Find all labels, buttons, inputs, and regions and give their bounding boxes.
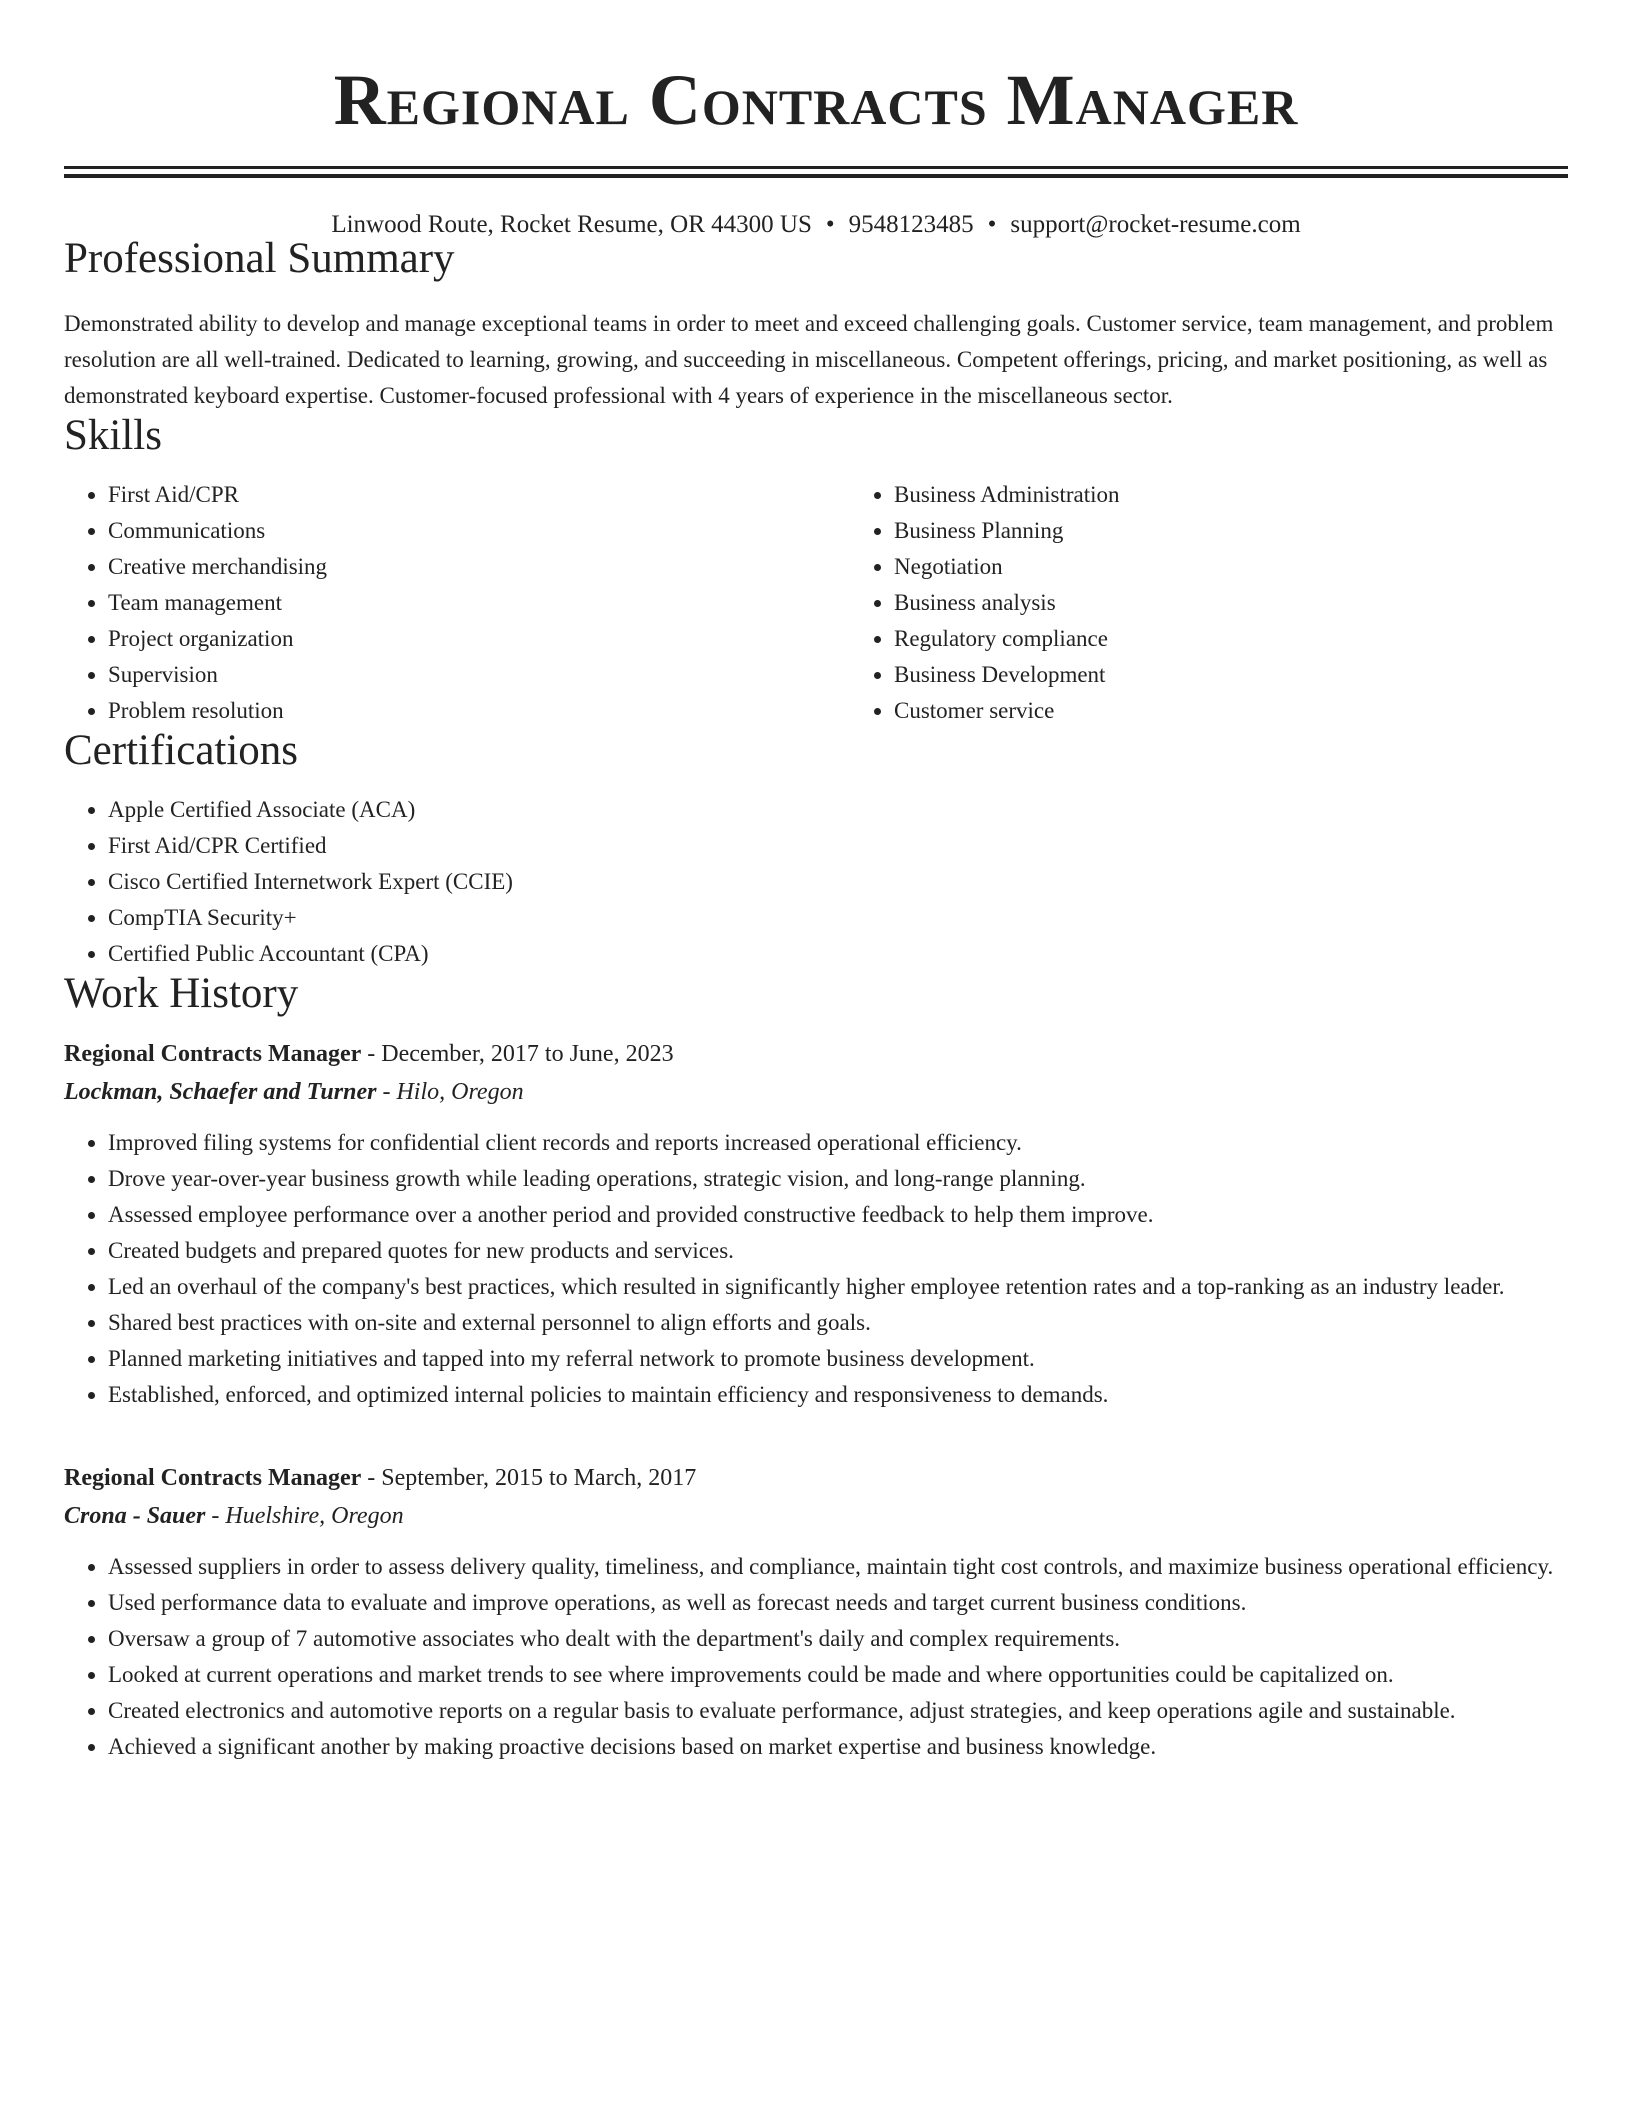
- skill-item: • Business Development: [894, 657, 1632, 693]
- certification-item: • Certified Public Accountant (CPA): [108, 936, 1568, 972]
- contact-separator: •: [987, 211, 997, 238]
- job-title-line: [64, 1035, 1568, 1073]
- skill-item: • Team management: [108, 585, 850, 621]
- skills-list-left: [64, 477, 850, 729]
- job-bullet: • Oversaw a group of 7 automotive associates who dealt with the department's daily and complex requirements.: [108, 1621, 1568, 1657]
- skill-item: • Business Administration: [894, 477, 1632, 513]
- job-bullets: [64, 1549, 1568, 1765]
- job-bullet: • Created electronics and automotive reports on a regular basis to evaluate performance, adjust strategies, and keep operations agile and sustainable.: [108, 1693, 1568, 1729]
- skill-item: • Supervision: [108, 657, 850, 693]
- contact-line: [64, 212, 1568, 237]
- contact-phone: 9548123485: [848, 211, 974, 238]
- certification-item: • CompTIA Security+: [108, 900, 1568, 936]
- job-bullet: • Shared best practices with on-site and external personnel to align efforts and goals.: [108, 1305, 1568, 1341]
- job-company: Crona - Sauer: [64, 1503, 206, 1529]
- skill-item: • Business analysis: [894, 585, 1632, 621]
- skill-item: • Communications: [108, 513, 850, 549]
- job-bullet: • Created budgets and prepared quotes for new products and services.: [108, 1233, 1568, 1269]
- job-dates: - September, 2015 to March, 2017: [361, 1465, 697, 1491]
- title-divider: [64, 166, 1568, 178]
- work-history-heading: Work History: [64, 970, 299, 1017]
- job-location: - Hilo, Oregon: [376, 1079, 524, 1105]
- job-bullets: [64, 1125, 1568, 1413]
- skills-list-right: [850, 477, 1632, 729]
- skill-item: • Problem resolution: [108, 693, 850, 729]
- job-company-line: [64, 1073, 1568, 1111]
- job-bullet: • Planned marketing initiatives and tapped into my referral network to promote business development.: [108, 1341, 1568, 1377]
- job-title: Regional Contracts Manager: [64, 1465, 362, 1491]
- job-bullet: • Assessed suppliers in order to assess delivery quality, timeliness, and compliance, maintain tight cost controls, and maximize business operational efficiency.: [108, 1549, 1568, 1585]
- skill-item: • Business Planning: [894, 513, 1632, 549]
- job-bullet: • Achieved a significant another by making proactive decisions based on market expertise and business knowledge.: [108, 1729, 1568, 1765]
- job-location: - Huelshire, Oregon: [205, 1503, 404, 1529]
- resume-title: Regional Contracts Manager: [333, 60, 1299, 140]
- certifications-list: [64, 792, 1568, 972]
- job-dates: - December, 2017 to June, 2023: [361, 1041, 674, 1067]
- skill-item: • Negotiation: [894, 549, 1632, 585]
- certification-item: • Cisco Certified Internetwork Expert (CCIE): [108, 864, 1568, 900]
- summary-text: Demonstrated ability to develop and manage exceptional teams in order to meet and exceed challenging goals. Customer service, team management, and problem resolution are all well-trained. Dedicated to learning, growing, and succeeding in miscellaneous. Competent offerings, pricing, and market positioning, as well as demonstrated keyboard expertise. Customer-focused professional with 4 years of experience in the miscellaneous sector.: [64, 311, 1554, 408]
- contact-email[interactable]: support@rocket-resume.com: [1010, 211, 1301, 238]
- job-bullet: • Used performance data to evaluate and improve operations, as well as forecast needs and target current business conditions.: [108, 1585, 1568, 1621]
- certification-item: • Apple Certified Associate (ACA): [108, 792, 1568, 828]
- skills-columns: [64, 477, 1568, 729]
- certifications-heading: Certifications: [64, 727, 299, 774]
- skill-item: • Regulatory compliance: [894, 621, 1632, 657]
- skills-heading: Skills: [64, 412, 162, 459]
- job-bullet: • Drove year-over-year business growth while leading operations, strategic vision, and long-range planning.: [108, 1161, 1568, 1197]
- job-entry: [64, 1035, 1568, 1413]
- job-company-line: [64, 1497, 1568, 1535]
- job-title-line: [64, 1459, 1568, 1497]
- summary-heading: Professional Summary: [64, 235, 455, 282]
- job-bullet: • Assessed employee performance over a another period and provided constructive feedback to help them improve.: [108, 1197, 1568, 1233]
- skill-item: • Project organization: [108, 621, 850, 657]
- contact-separator: •: [825, 211, 835, 238]
- contact-address: Linwood Route, Rocket Resume, OR 44300 US: [331, 211, 812, 238]
- certification-item: • First Aid/CPR Certified: [108, 828, 1568, 864]
- skill-item: • First Aid/CPR: [108, 477, 850, 513]
- job-bullet: • Established, enforced, and optimized internal policies to maintain efficiency and responsiveness to demands.: [108, 1377, 1568, 1413]
- job-company: Lockman, Schaefer and Turner: [64, 1079, 377, 1105]
- skill-item: • Creative merchandising: [108, 549, 850, 585]
- job-title: Regional Contracts Manager: [64, 1041, 362, 1067]
- skill-item: • Customer service: [894, 693, 1632, 729]
- job-bullet: • Looked at current operations and market trends to see where improvements could be made and where opportunities could be capitalized on.: [108, 1657, 1568, 1693]
- job-bullet: • Led an overhaul of the company's best practices, which resulted in significantly higher employee retention rates and a top-ranking as an industry leader.: [108, 1269, 1568, 1305]
- job-bullet: • Improved filing systems for confidential client records and reports increased operational efficiency.: [108, 1125, 1568, 1161]
- job-entry: [64, 1459, 1568, 1765]
